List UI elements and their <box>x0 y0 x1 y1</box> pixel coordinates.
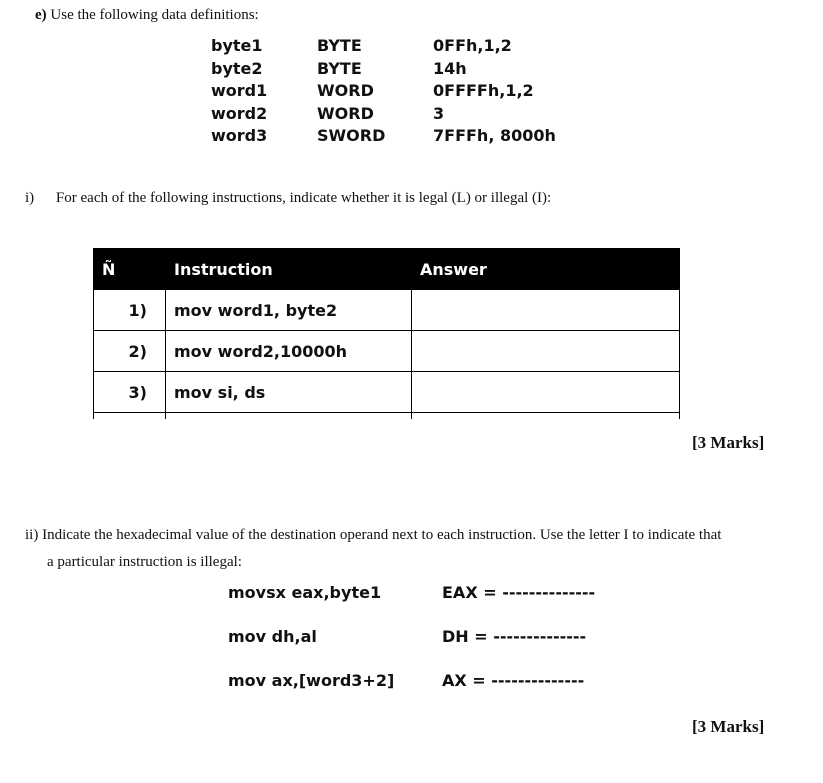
question-i-text: For each of the following instructions, indicate whether it is legal (L) or illegal (I): <box>55 190 552 206</box>
row-answer-cell[interactable] <box>412 331 680 372</box>
row-instruction: mov si, ds <box>166 372 412 413</box>
definition-value: 14h <box>433 58 467 78</box>
definition-type: BYTE <box>317 58 362 78</box>
operand-result: EAX = -------------- <box>442 583 596 602</box>
part-e-intro: Use the following data definitions: <box>50 7 259 23</box>
table-row <box>94 290 680 331</box>
header-number: Ñ <box>94 249 166 290</box>
definition-name: byte1 <box>211 36 263 55</box>
operand-instruction: mov ax,[word3+2] <box>228 671 395 690</box>
operand-result: DH = -------------- <box>442 627 587 646</box>
definition-type: WORD <box>317 103 374 123</box>
part-e-label: e) <box>35 7 47 23</box>
definition-value: 0FFFFh,1,2 <box>433 81 534 101</box>
definition-name: byte2 <box>211 58 263 78</box>
marks-label: [3 Marks] <box>692 433 765 452</box>
question-ii-label: ii) <box>25 527 39 543</box>
part-e-heading <box>35 7 259 24</box>
definition-type: BYTE <box>317 36 362 55</box>
question-i-label: i) <box>25 190 35 206</box>
row-number: 1) <box>94 290 166 331</box>
row-answer-cell[interactable] <box>412 290 680 331</box>
instruction-table <box>93 248 680 419</box>
definition-type: WORD <box>317 81 374 101</box>
table-row <box>94 331 680 372</box>
row-number: 2) <box>94 331 166 372</box>
table-row <box>94 372 680 413</box>
definition-type: SWORD <box>317 126 386 146</box>
question-ii-line2: a particular instruction is illegal: <box>47 554 242 570</box>
definition-value: 3 <box>433 103 445 123</box>
definition-value: 7FFFh, 8000h <box>433 126 556 146</box>
question-ii-line1: Indicate the hexadecimal value of the destination operand next to each instruction. Use the letter I to indicate that <box>42 527 722 543</box>
header-instruction: Instruction <box>166 249 412 290</box>
definition-name: word1 <box>211 81 268 101</box>
definition-name: word2 <box>211 103 268 123</box>
stub-cell <box>94 413 166 420</box>
operand-instruction: mov dh,al <box>228 627 317 646</box>
row-instruction: mov word1, byte2 <box>166 290 412 331</box>
table-cut-row <box>94 413 680 420</box>
row-answer-cell[interactable] <box>412 372 680 413</box>
table-header-row <box>94 249 680 290</box>
operand-instruction: movsx eax,byte1 <box>228 583 382 602</box>
question-ii <box>25 527 721 544</box>
row-instruction: mov word2,10000h <box>166 331 412 372</box>
definition-value: 0FFh,1,2 <box>433 36 512 55</box>
stub-cell <box>412 413 680 420</box>
header-answer: Answer <box>412 249 680 290</box>
definition-name: word3 <box>211 126 268 146</box>
row-number: 3) <box>94 372 166 413</box>
question-i <box>25 190 551 207</box>
marks-label: [3 Marks] <box>692 717 765 736</box>
operand-result: AX = -------------- <box>442 671 585 690</box>
stub-cell <box>166 413 412 420</box>
